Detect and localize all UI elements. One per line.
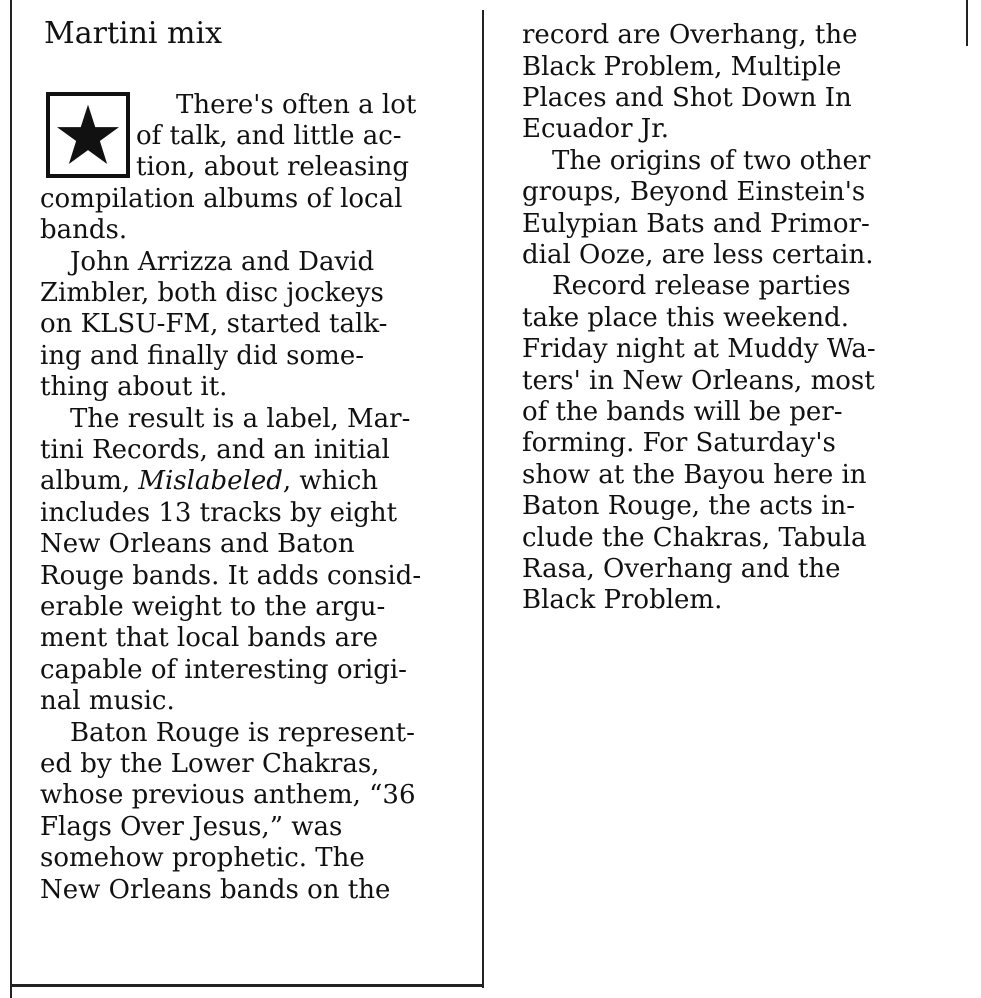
text-line: New Orleans and Baton <box>40 529 355 559</box>
star-icon <box>55 102 121 168</box>
text-line: Zimbler, both disc jockeys <box>40 278 384 308</box>
text-line: bands. <box>40 215 128 245</box>
text-line: Baton Rouge, the acts in- <box>522 491 856 521</box>
text-line: tion, about releasing <box>136 152 410 182</box>
text-line: show at the Bayou here in <box>522 460 867 490</box>
text-line: tini Records, and an initial <box>40 435 390 465</box>
text-line: capable of interesting origi- <box>40 655 407 685</box>
text-line <box>40 466 378 497</box>
text-fragment: , which <box>282 466 379 496</box>
text-line: Baton Rouge is represent- <box>70 718 415 748</box>
text-line: The result is a label, Mar- <box>70 404 411 434</box>
column-divider-rule <box>482 10 484 988</box>
right-edge-rule <box>966 0 968 46</box>
text-line: Places and Shot Down In <box>522 83 852 113</box>
text-line: dial Ooze, are less certain. <box>522 240 874 270</box>
text-line: ters' in New Orleans, most <box>522 366 875 396</box>
text-line: of talk, and little ac- <box>136 121 402 151</box>
text-line: clude the Chakras, Tabula <box>522 523 867 553</box>
text-line: Flags Over Jesus,” was <box>40 812 343 842</box>
text-line: John Arrizza and David <box>70 247 375 277</box>
text-fragment: album, <box>40 466 139 496</box>
text-line: ing and finally did some- <box>40 341 364 371</box>
text-line: take place this weekend. <box>522 303 849 333</box>
text-line: Record release parties <box>552 271 851 301</box>
text-line: of the bands will be per- <box>522 397 843 427</box>
text-line: ment that local bands are <box>40 623 378 653</box>
text-line: record are Overhang, the <box>522 20 858 50</box>
text-line: includes 13 tracks by eight <box>40 498 398 528</box>
text-line: groups, Beyond Einstein's <box>522 177 866 207</box>
text-line: Rouge bands. It adds consid- <box>40 561 422 591</box>
text-line: compilation albums of local <box>40 184 403 214</box>
text-line: nal music. <box>40 686 175 716</box>
left-border-rule <box>10 0 12 998</box>
text-line: ed by the Lower Chakras, <box>40 749 380 779</box>
text-line: somehow prophetic. The <box>40 843 365 873</box>
text-line: There's often a lot <box>176 90 417 120</box>
text-line: Black Problem, Multiple <box>522 52 842 82</box>
text-line: erable weight to the argu- <box>40 592 386 622</box>
text-line: Ecuador Jr. <box>522 114 670 144</box>
text-line: Eulypian Bats and Primor- <box>522 209 870 239</box>
text-line: thing about it. <box>40 372 228 402</box>
text-line: Friday night at Muddy Wa- <box>522 334 876 364</box>
text-line: The origins of two other <box>552 146 871 176</box>
headline: Martini mix <box>44 16 223 51</box>
text-line: New Orleans bands on the <box>40 875 391 905</box>
text-line: whose previous anthem, “36 <box>40 780 416 810</box>
rating-box <box>46 92 130 178</box>
text-line: forming. For Saturday's <box>522 428 836 458</box>
bottom-border-rule <box>10 984 484 987</box>
text-line: Black Problem. <box>522 585 723 615</box>
text-line: Rasa, Overhang and the <box>522 554 841 584</box>
album-title: Mislabeled <box>138 466 283 496</box>
text-line: on KLSU-FM, started talk- <box>40 309 388 339</box>
